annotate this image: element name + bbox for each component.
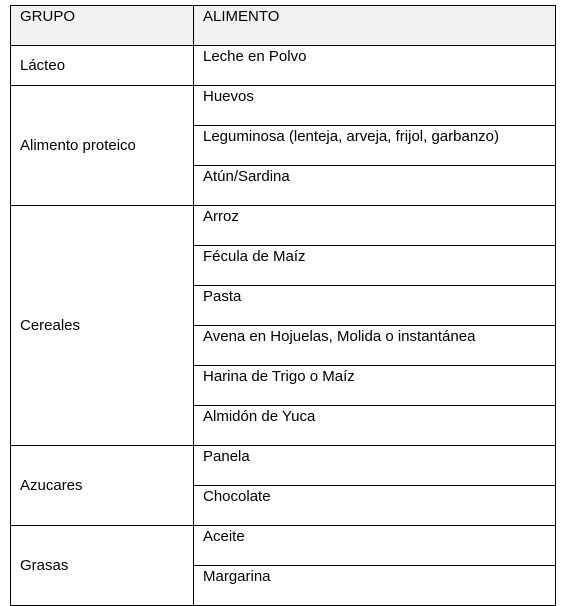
group-cell: Lácteo [11,46,194,86]
table-row [11,206,556,246]
group-cell: Azucares [11,446,194,526]
food-cell: Fécula de Maíz [194,246,556,286]
header-row [11,6,556,46]
food-cell: Leche en Polvo [194,46,556,86]
group-cell: Cereales [11,206,194,446]
food-cell: Atún/Sardina [194,166,556,206]
food-cell: Panela [194,446,556,486]
group-cell: Grasas [11,526,194,606]
table-body [11,46,556,606]
food-cell: Margarina [194,566,556,606]
food-cell: Aceite [194,526,556,566]
table-row [11,46,556,86]
table-header [11,6,556,46]
food-cell: Harina de Trigo o Maíz [194,366,556,406]
table-row [11,86,556,126]
food-cell: Arroz [194,206,556,246]
table-row [11,526,556,566]
food-cell: Chocolate [194,486,556,526]
table-row [11,446,556,486]
group-cell: Alimento proteico [11,86,194,206]
food-cell: Avena en Hojuelas, Molida o instantánea [194,326,556,366]
food-group-table [10,5,556,606]
food-cell: Leguminosa (lenteja, arveja, frijol, garbanzo) [194,126,556,166]
food-cell: Pasta [194,286,556,326]
column-header-alimento: ALIMENTO [194,6,556,46]
food-cell: Almidón de Yuca [194,406,556,446]
food-cell: Huevos [194,86,556,126]
column-header-grupo: GRUPO [11,6,194,46]
